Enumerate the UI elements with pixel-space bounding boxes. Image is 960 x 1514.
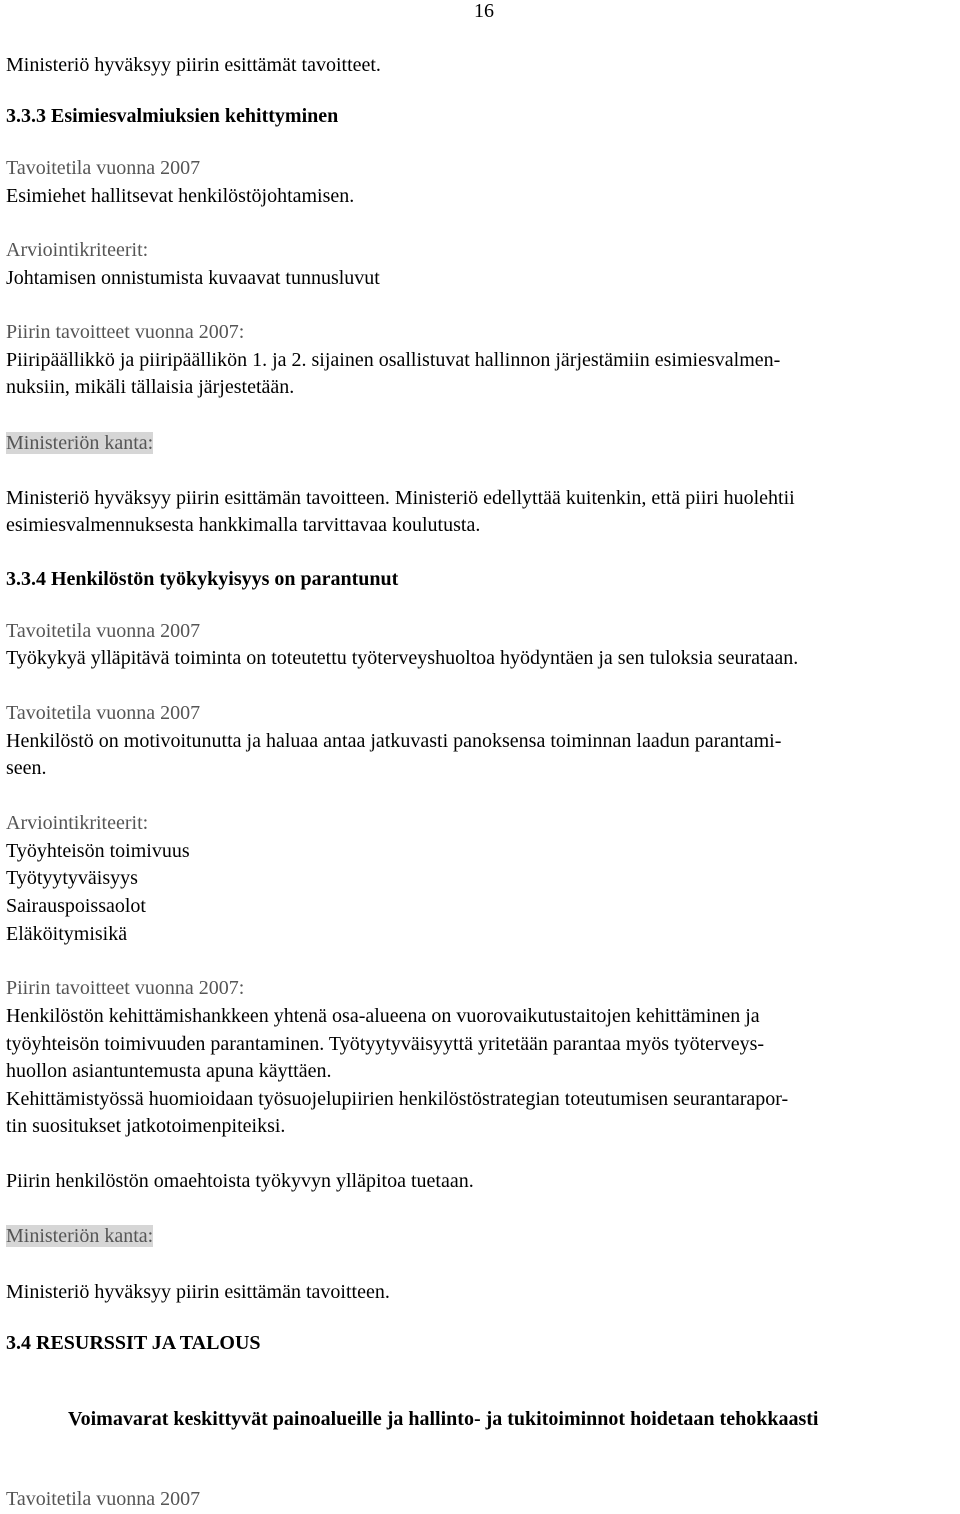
section-333-ministry-line-1: Ministeriö hyväksyy piirin esittämän tavoitteen. Ministeriö edellyttää kuitenkin, että piiri huolehtii <box>6 487 795 509</box>
page-number: 16 <box>474 0 494 22</box>
section-334-goals-label: Piirin tavoitteet vuonna 2007: <box>6 977 245 999</box>
section-334-ministry-text: Ministeriö hyväksyy piirin esittämän tavoitteen. <box>6 1281 390 1303</box>
section-341-target-label: Tavoitetila vuonna 2007 <box>6 1488 201 1510</box>
section-341-title: Voimavarat keskittyvät painoalueille ja hallinto- ja tukitoiminnot hoidetaan tehokkaasti <box>68 1408 819 1430</box>
section-333-ministry-label: Ministeriön kanta: <box>6 432 154 454</box>
section-334-goals-line-5: tin suositukset jatkotoimenpiteiksi. <box>6 1115 286 1137</box>
section-334-criteria-label: Arviointikriteerit: <box>6 812 149 834</box>
section-334-goals-line-2: työyhteisön toimivuuden parantaminen. Työtyytyväisyyttä yritetään parantaa myös työterveys- <box>6 1033 765 1055</box>
section-333-criteria-label: Arviointikriteerit: <box>6 239 149 261</box>
criteria-list-item: Työyhteisön toimivuus <box>6 840 190 862</box>
intro-text: Ministeriö hyväksyy piirin esittämät tavoitteet. <box>6 54 381 76</box>
section-333-criteria-text: Johtamisen onnistumista kuvaavat tunnusluvut <box>6 267 380 289</box>
section-334-target2-line-1: Henkilöstö on motivoitunutta ja haluaa antaa jatkuvasti panoksensa toiminnan laadun parantami- <box>6 730 782 752</box>
section-333-target-text: Esimiehet hallitsevat henkilöstöjohtamisen. <box>6 185 355 207</box>
criteria-list-item: Työtyytyväisyys <box>6 867 138 889</box>
section-334-target2-line-2: seen. <box>6 757 47 779</box>
section-333-goals-line-1: Piiripäällikkö ja piiripäällikön 1. ja 2. sijainen osallistuvat hallinnon järjestämiin esimiesvalmen- <box>6 349 781 371</box>
section-334-ministry-label: Ministeriön kanta: <box>6 1225 154 1247</box>
section-334-goals-line-1: Henkilöstön kehittämishankkeen yhtenä osa-alueena on vuorovaikutustaitojen kehittäminen ja <box>6 1005 760 1027</box>
section-334-goals-line-3: huollon asiantuntemusta apuna käyttäen. <box>6 1060 332 1082</box>
section-334-heading: 3.3.4 Henkilöstön työkykyisyys on parantunut <box>6 568 399 590</box>
section-333-goals-line-2: nuksiin, mikäli tällaisia järjestetään. <box>6 376 295 398</box>
section-334-goals-line-4: Kehittämistyössä huomioidaan työsuojelupiirien henkilöstöstrategian toteutumisen seurantarapor- <box>6 1088 789 1110</box>
section-333-goals-label: Piirin tavoitteet vuonna 2007: <box>6 321 245 343</box>
section-341-number <box>6 1406 68 1434</box>
section-34-heading: 3.4 RESURSSIT JA TALOUS <box>6 1332 261 1354</box>
section-333-heading: 3.3.3 Esimiesvalmiuksien kehittyminen <box>6 105 339 127</box>
section-334-goals-line-6: Piirin henkilöstön omaehtoista työkyvyn ylläpitoa tuetaan. <box>6 1170 474 1192</box>
criteria-list-item: Sairauspoissaolot <box>6 895 146 917</box>
section-334-target2-label: Tavoitetila vuonna 2007 <box>6 702 201 724</box>
section-334-target1-text: Työkykyä ylläpitävä toiminta on toteutettu työterveyshuoltoa hyödyntäen ja sen tuloksia seurataan. <box>6 647 799 669</box>
section-341-heading <box>6 1406 958 1434</box>
section-333-target-label: Tavoitetila vuonna 2007 <box>6 157 201 179</box>
section-334-target1-label: Tavoitetila vuonna 2007 <box>6 620 201 642</box>
criteria-list-item: Eläköitymisikä <box>6 923 128 945</box>
section-333-ministry-line-2: esimiesvalmennuksesta hankkimalla tarvittavaa koulutusta. <box>6 514 481 536</box>
